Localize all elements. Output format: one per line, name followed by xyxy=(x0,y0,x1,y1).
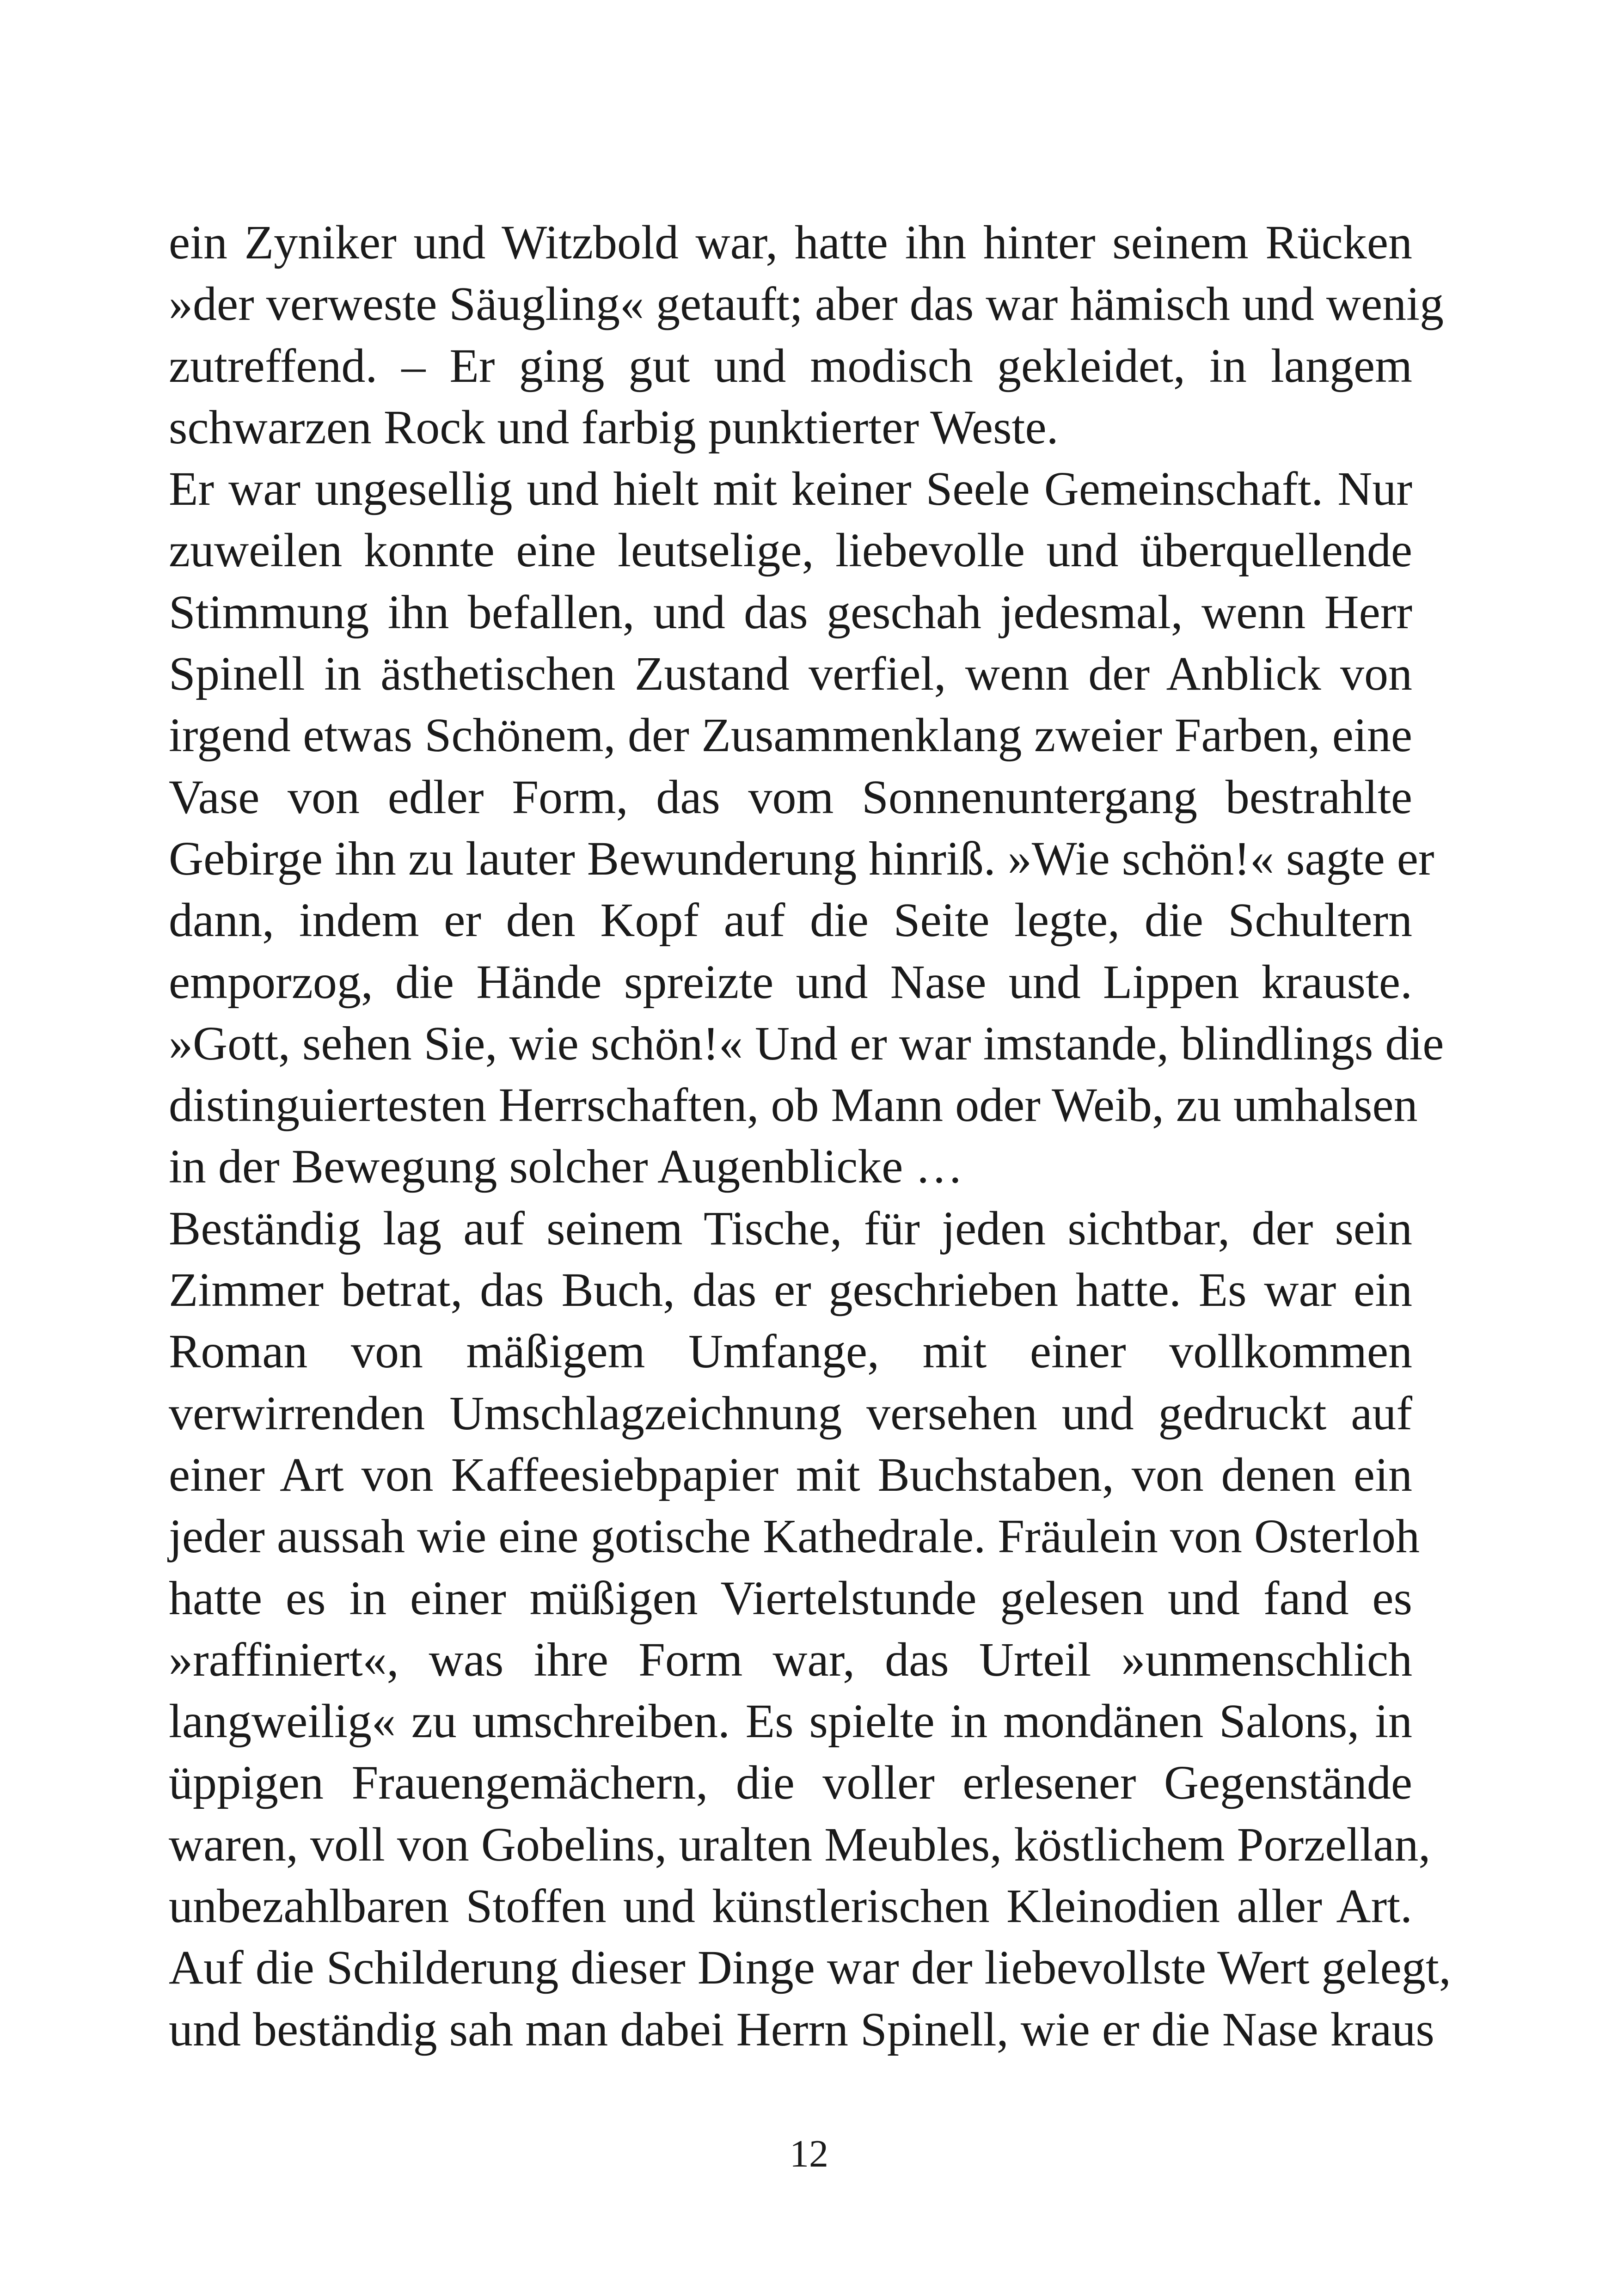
page-number: 12 xyxy=(790,2132,828,2175)
text-line: jeder aussah wie eine gotische Kathedrale. Fräulein von Osterloh xyxy=(169,1510,1420,1563)
text-line: »raffiniert«, was ihre Form war, das Urteil »unmenschlich xyxy=(169,1633,1412,1686)
text-line: zuweilen konnte eine leutselige, liebevolle und überquellende xyxy=(169,524,1412,577)
text-line: ein Zyniker und Witzbold war, hatte ihn hinter seinem Rücken xyxy=(169,216,1412,269)
text-line: in der Bewegung solcher Augenblicke … xyxy=(169,1140,963,1194)
text-line: zutreffend. – Er ging gut und modisch gekleidet, in langem xyxy=(169,339,1412,392)
text-line: Er war ungesellig und hielt mit keiner Seele Gemeinschaft. Nur xyxy=(169,462,1412,516)
text-line: irgend etwas Schönem, der Zusammenklang zweier Farben, eine xyxy=(169,709,1412,762)
text-line: Zimmer betrat, das Buch, das er geschrieben hatte. Es war ein xyxy=(169,1263,1412,1317)
text-line: üppigen Frauengemächern, die voller erlesener Gegenstände xyxy=(169,1756,1412,1810)
text-line: Roman von mäßigem Umfange, mit einer vollkommen xyxy=(169,1325,1412,1378)
text-line: »Gott, sehen Sie, wie schön!« Und er war imstande, blindlings die xyxy=(169,1016,1444,1070)
text-line: waren, voll von Gobelins, uralten Meubles, köstlichem Porzellan, xyxy=(169,1818,1431,1871)
text-line: »der verweste Säugling« getauft; aber das war hämisch und wenig xyxy=(169,277,1444,331)
text-line: und beständig sah man dabei Herrn Spinell, wie er die Nase kraus xyxy=(169,2002,1434,2056)
text-line: Gebirge ihn zu lauter Bewunderung hinriß. »Wie schön!« sagte er xyxy=(169,832,1434,885)
text-line: Vase von edler Form, das vom Sonnenuntergang bestrahlte xyxy=(169,770,1412,824)
text-line: emporzog, die Hände spreizte und Nase und Lippen krauste. xyxy=(169,955,1412,1009)
text-line: Auf die Schilderung dieser Dinge war der liebevollste Wert gelegt, xyxy=(169,1941,1451,1995)
text-line: langweilig« zu umschreiben. Es spielte in mondänen Salons, in xyxy=(169,1695,1412,1748)
text-line: verwirrenden Umschlagzeichnung versehen und gedruckt auf xyxy=(169,1386,1412,1440)
text-line: unbezahlbaren Stoffen und künstlerischen Kleinodien aller Art. xyxy=(169,1880,1412,1933)
text-line: Stimmung ihn befallen, und das geschah jedesmal, wenn Herr xyxy=(169,585,1412,639)
body-text xyxy=(169,212,1451,2060)
text-line: einer Art von Kaffeesiebpapier mit Buchstaben, von denen ein xyxy=(169,1448,1412,1501)
text-line: schwarzen Rock und farbig punktierter Weste. xyxy=(169,400,1059,454)
text-line: distinguiertesten Herrschaften, ob Mann oder Weib, zu umhalsen xyxy=(169,1078,1418,1132)
text-line: dann, indem er den Kopf auf die Seite legte, die Schultern xyxy=(169,894,1412,947)
text-line: Beständig lag auf seinem Tische, für jeden sichtbar, der sein xyxy=(169,1201,1412,1255)
text-line: Spinell in ästhetischen Zustand verfiel, wenn der Anblick von xyxy=(169,647,1412,701)
text-line: hatte es in einer müßigen Viertelstunde gelesen und fand es xyxy=(169,1571,1412,1625)
